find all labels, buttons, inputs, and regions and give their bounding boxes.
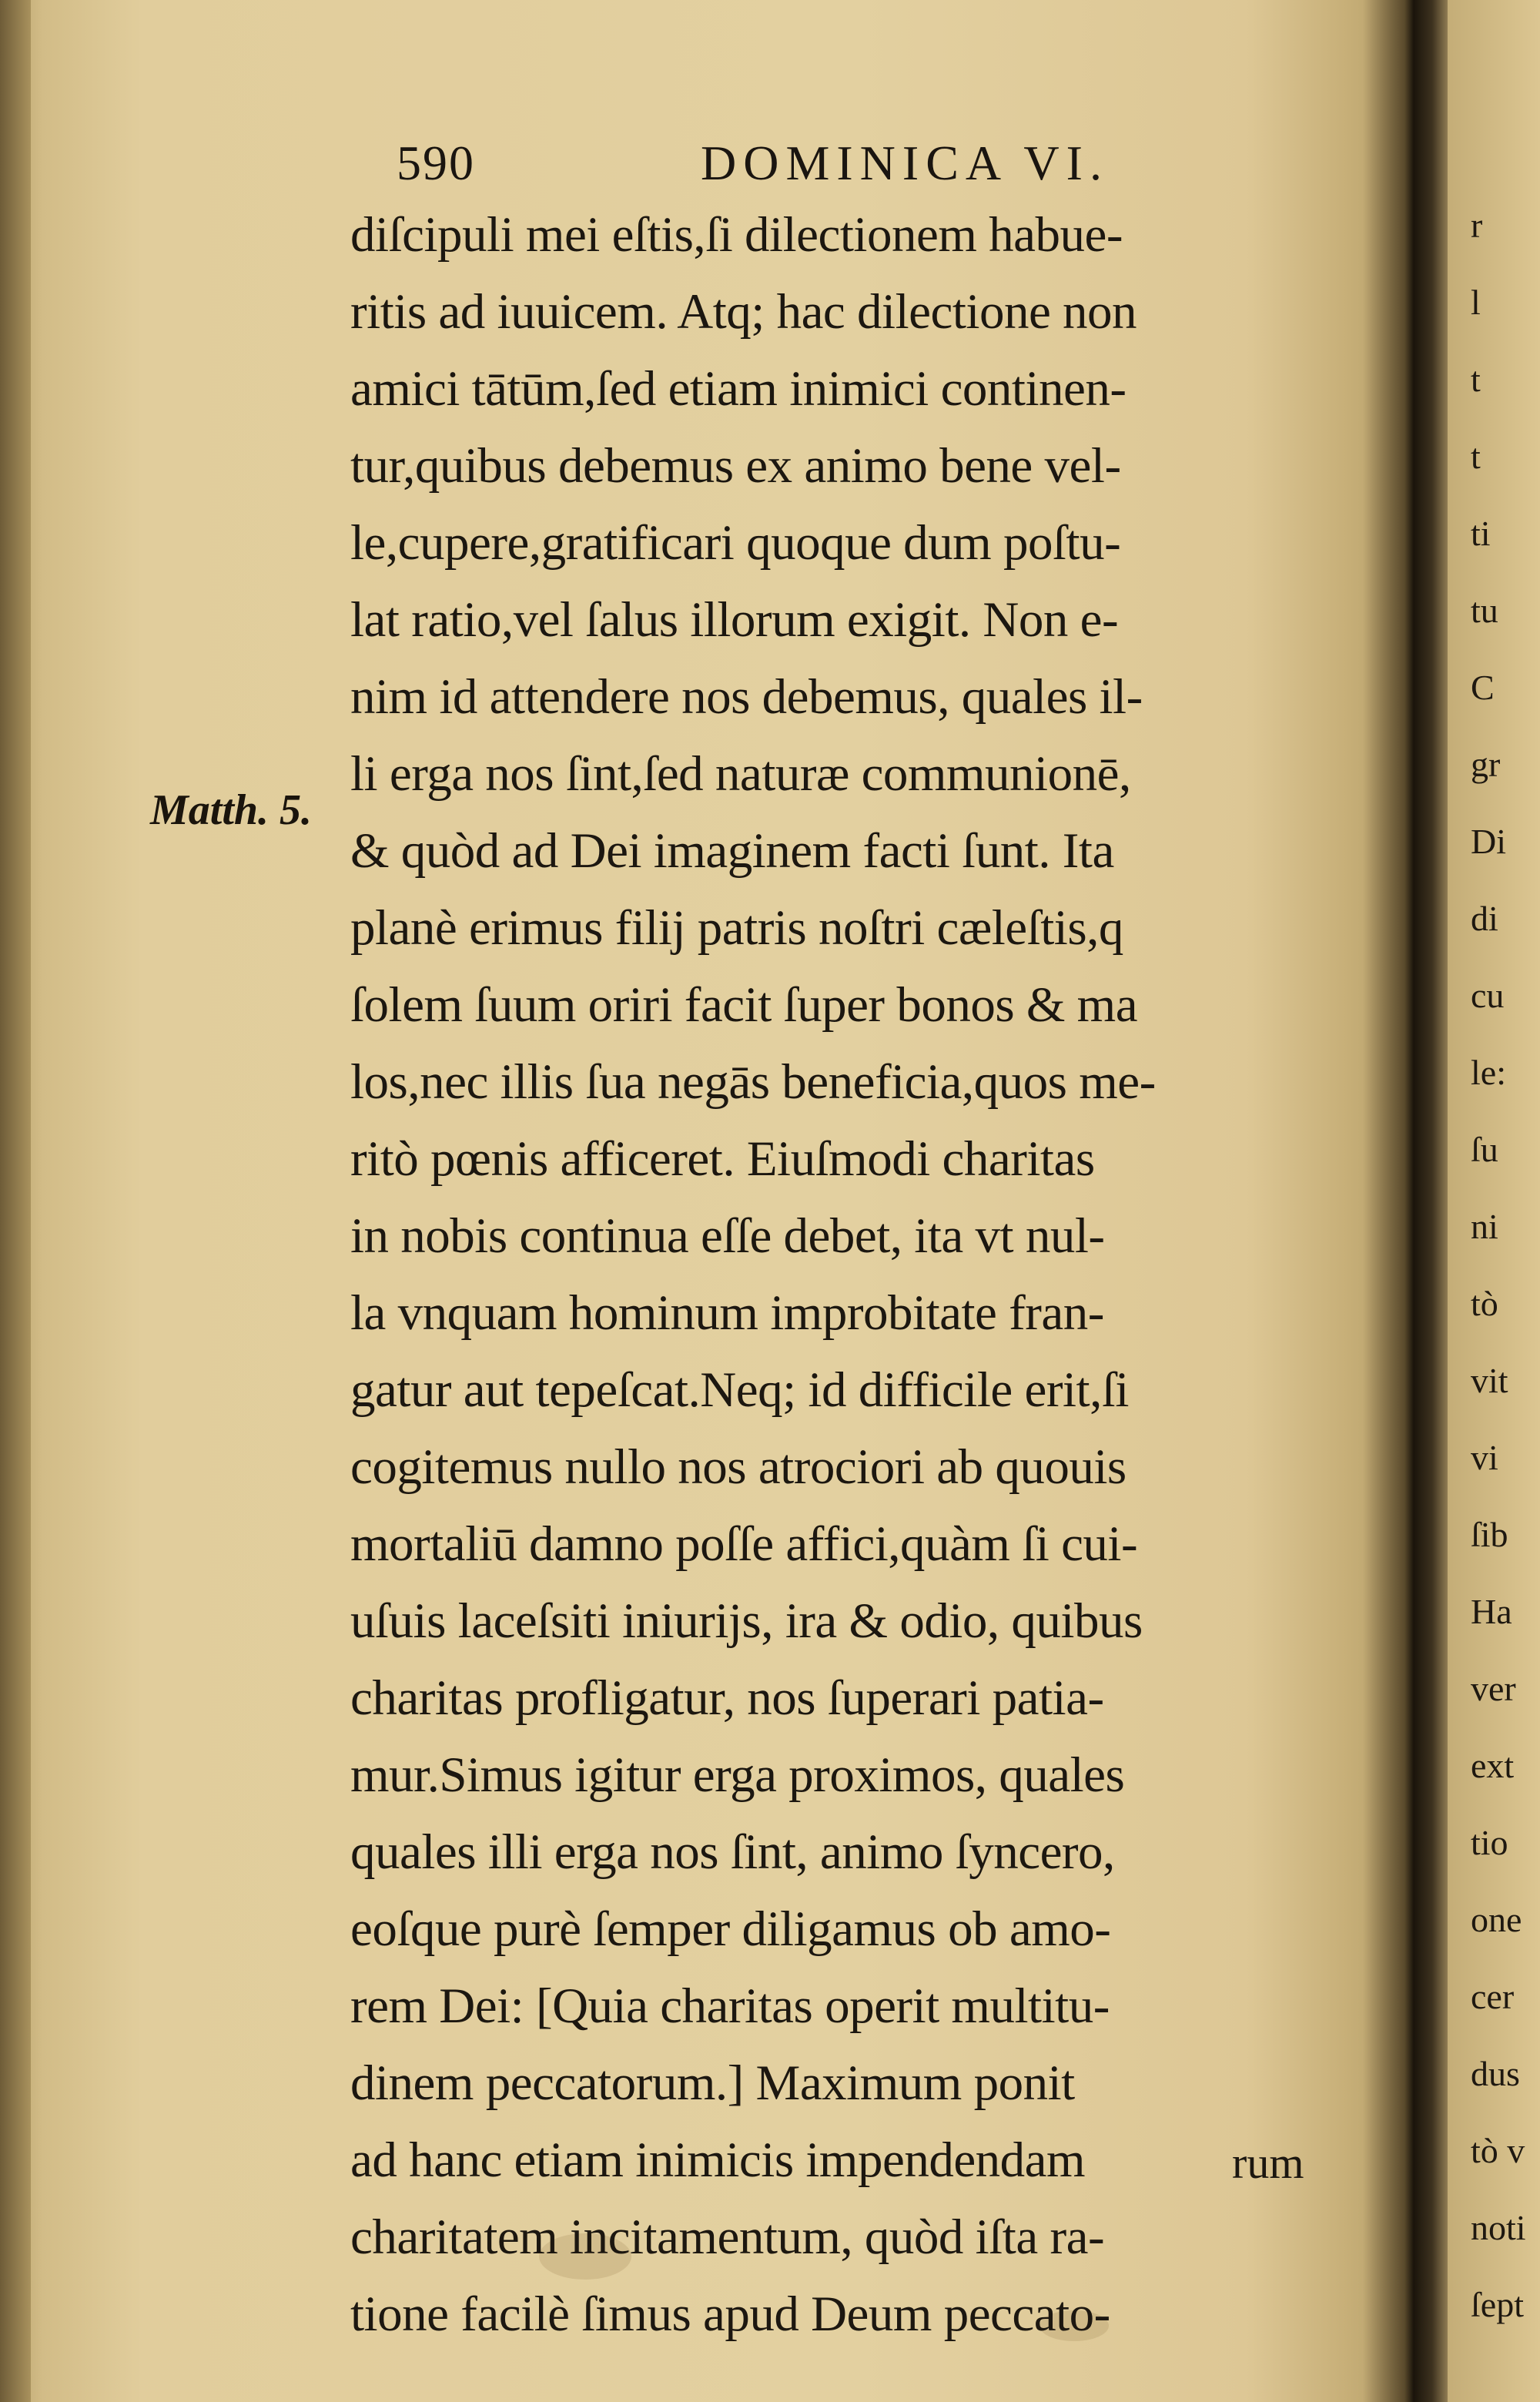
text-line: rem Dei: [Quia charitas operit multitu- <box>350 1978 1110 2034</box>
facing-page-fragment: ver <box>1471 1669 1516 1708</box>
text-line: ſolem ſuum oriri facit ſuper bonos & ma <box>350 977 1138 1033</box>
facing-page-fragment: le: <box>1471 1053 1506 1092</box>
page-number: 590 <box>397 136 475 190</box>
text-line: mur.Simus igitur erga proximos, quales <box>350 1747 1125 1803</box>
book-gutter <box>1363 0 1455 2402</box>
facing-page-fragment: ſib <box>1471 1515 1508 1554</box>
text-line: charitas profligatur, nos ſuperari patia- <box>350 1670 1104 1726</box>
facing-page-fragment: t <box>1471 360 1481 399</box>
text-line: diſcipuli mei eſtis,ſi dilectionem habue- <box>350 207 1123 263</box>
facing-page-fragment: Ha <box>1471 1592 1512 1631</box>
facing-page-fragment: vit <box>1471 1361 1508 1400</box>
text-line: ritò pœnis afficeret. Eiuſmodi charitas <box>350 1131 1095 1187</box>
facing-page-fragment: r <box>1471 206 1483 245</box>
text-line: lat ratio,vel ſalus illorum exigit. Non e- <box>350 592 1119 648</box>
facing-page-fragment: dus <box>1471 2054 1520 2093</box>
facing-page-fragment: Di <box>1471 822 1506 861</box>
facing-page-fragment: tu <box>1471 591 1498 630</box>
text-line: dinem peccatorum.] Maximum ponit <box>350 2055 1075 2111</box>
facing-page-fragment: t <box>1471 437 1481 476</box>
text-line: ritis ad iuuicem. Atq; hac dilectione non <box>350 284 1137 340</box>
page-header <box>397 135 1282 196</box>
facing-page-fragment: ſu <box>1471 1130 1498 1169</box>
facing-page-fragment: cu <box>1471 976 1505 1015</box>
facing-page-fragment: ti <box>1471 514 1491 553</box>
facing-page-fragment: noti <box>1471 2208 1526 2247</box>
facing-page-fragment: one <box>1471 1900 1522 1939</box>
text-line: los,nec illis ſua negās beneficia,quos me- <box>350 1054 1156 1110</box>
facing-page-fragment: ext <box>1471 1746 1515 1785</box>
text-line: la vnquam hominum improbitate fran- <box>350 1285 1104 1341</box>
body-text <box>350 196 1367 2353</box>
text-line: & quòd ad Dei imaginem facti ſunt. Ita <box>350 823 1114 879</box>
text-line: tione facilè ſimus apud Deum peccato- <box>350 2286 1110 2342</box>
running-head: DOMINICA VI. <box>701 136 1109 190</box>
facing-page-fragment: tio <box>1471 1823 1508 1862</box>
facing-page-fragment: tò <box>1471 1284 1498 1323</box>
facing-page-fragment: gr <box>1471 745 1501 784</box>
text-line: in nobis continua eſſe debet, ita vt nul- <box>350 1208 1105 1264</box>
text-line: planè erimus filij patris noſtri cæleſtis,q <box>350 900 1123 956</box>
text-line: uſuis laceſsiti iniurijs, ira & odio, quibus <box>350 1593 1143 1649</box>
text-line: eoſque purè ſemper diligamus ob amo- <box>350 1901 1111 1957</box>
facing-page-fragment: ni <box>1471 1207 1498 1246</box>
text-line: li erga nos ſint,ſed naturæ communionē, <box>350 746 1131 802</box>
facing-page-edge <box>1448 0 1540 2402</box>
facing-page-fragment: C <box>1471 668 1495 707</box>
facing-page-fragment: vi <box>1471 1438 1498 1477</box>
text-line: le,cupere,gratificari quoque dum poſtu- <box>350 515 1121 571</box>
text-line: cogitemus nullo nos atrociori ab quouis <box>350 1439 1127 1495</box>
text-line: ad hanc etiam inimicis impendendam <box>350 2132 1086 2188</box>
text-line: gatur aut tepeſcat.Neq; id difficile erit,ſi <box>350 1362 1129 1418</box>
facing-page-fragment: tò v <box>1471 2131 1525 2170</box>
text-line: charitatem incitamentum, quòd iſta ra- <box>350 2209 1105 2265</box>
page-left-edge <box>0 0 31 2402</box>
facing-page-fragment: l <box>1471 283 1481 322</box>
text-line: amici tātūm,ſed etiam inimici continen- <box>350 361 1127 417</box>
text-line: tur,quibus debemus ex animo bene vel- <box>350 438 1121 494</box>
catchword: rum <box>1232 2138 1304 2188</box>
facing-page-fragment: cer <box>1471 1977 1515 2016</box>
margin-reference: Matth. 5. <box>150 786 313 834</box>
facing-page-fragment: ſept <box>1471 2285 1524 2324</box>
text-line: nim id attendere nos debemus, quales il- <box>350 669 1143 725</box>
text-line: mortaliū damno poſſe affici,quàm ſi cui- <box>350 1516 1138 1572</box>
facing-page-fragment: di <box>1471 899 1498 938</box>
text-line: quales illi erga nos ſint, animo ſyncero, <box>350 1824 1115 1880</box>
